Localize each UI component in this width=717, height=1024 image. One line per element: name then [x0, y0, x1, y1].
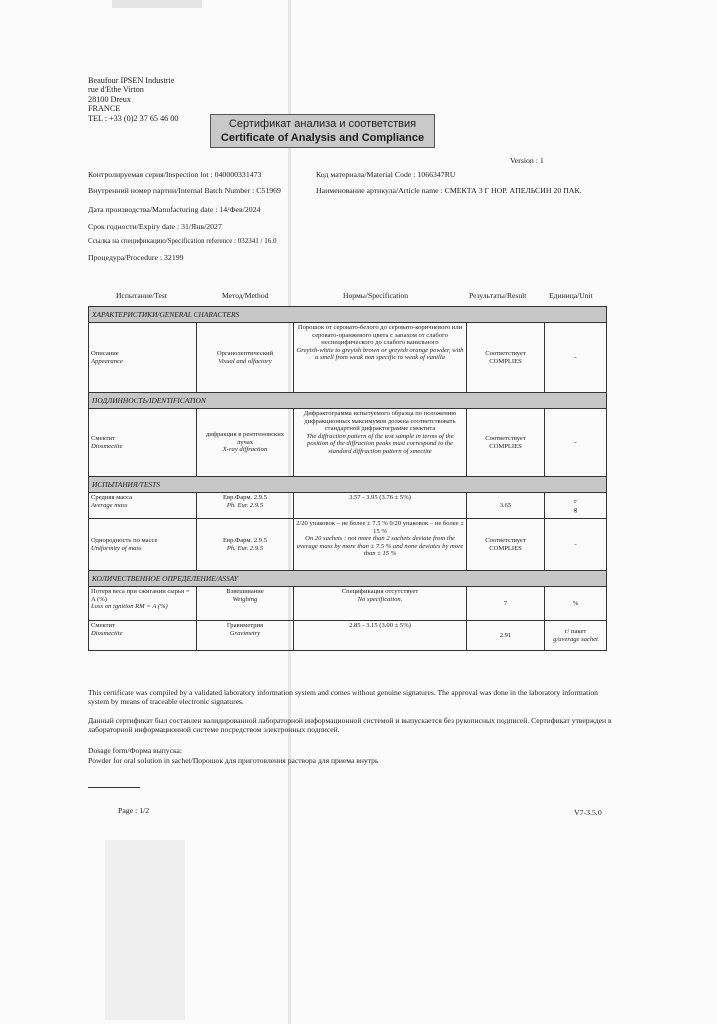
test-en: Average mass: [91, 501, 128, 509]
method-ru: Евр.Фарм. 2.9.5: [222, 494, 268, 501]
version: Version : 1: [510, 156, 544, 165]
header-method: Метод/Method: [222, 291, 269, 300]
spec-en: The diffraction pattern of the test sample in terms of the position of the diffraction peaks must correspond to the standard diffraction pattern of smectite: [306, 432, 454, 455]
unit-1: г/ пакет: [564, 627, 587, 635]
company-line: Beaufour IPSEN Industrie: [88, 76, 175, 85]
scan-artifact-bottom: [105, 840, 185, 1020]
section-title: ИСПЫТАНИЯ/TESTS: [89, 477, 607, 493]
results-table: [88, 306, 607, 651]
test-cell: [89, 493, 197, 519]
unit-cell: -: [545, 323, 607, 393]
method-cell: [197, 493, 294, 519]
test-ru: Смектит: [91, 434, 115, 442]
result-ru: Соответствует: [485, 349, 526, 357]
method-cell: [197, 587, 294, 621]
method-en: Visual and olfactory: [218, 357, 272, 365]
header-test: Испытание/Test: [116, 291, 167, 300]
unit-cell: -: [545, 519, 607, 571]
spec-cell: [294, 323, 467, 393]
unit-cell: -: [545, 409, 607, 477]
company-address: [88, 76, 179, 123]
result-cell: [467, 323, 545, 393]
method-en: Ph. Eur. 2.9.5: [226, 544, 264, 552]
test-en: Loss on ignition RM = A (%): [91, 603, 168, 611]
table-row: [89, 587, 607, 621]
section-assay: [89, 571, 607, 587]
test-ru: Однородность по массе: [91, 536, 158, 544]
unit-cell: %: [545, 587, 607, 621]
spec-en: Greyish-white to greyish brown or greyish orange powder, with a smell from weak non specific to weak of vanilla: [296, 346, 464, 362]
unit-2: g: [573, 505, 578, 513]
spec-ru: Порошок от серовато-белого до серовато-коричневого или серовато-оранжевого цвета с запахом от слабого неспецифического до слабого ванильного: [297, 324, 463, 347]
section-title: ХАРАКТЕРИСТИКИ/GENERAL CHARACTERS: [89, 307, 607, 323]
spec-cell: [294, 409, 467, 477]
company-line: rue d'Ethe Virton: [88, 85, 144, 95]
table-row: [89, 519, 607, 571]
method-en: X-ray diffraction: [222, 446, 268, 454]
result-en: COMPLIES: [489, 544, 522, 552]
method-ru: Евр.Фарм. 2.9.5: [222, 536, 268, 544]
method-cell: [197, 409, 294, 477]
title-en: Certificate of Analysis and Compliance: [220, 132, 425, 144]
result-cell: 3.65: [467, 493, 545, 519]
table-row: [89, 409, 607, 477]
result-cell: 7: [467, 587, 545, 621]
header-unit: Единица/Unit: [549, 291, 593, 300]
section-general: [89, 307, 607, 323]
spec-en: On 20 sachets : not more than 2 sachets deviate from the average mass by more than ± 7.5 % and none deviates by more than ± 15 %: [296, 535, 464, 558]
test-en: Uniformity of mass: [91, 544, 142, 552]
unit-cell: [545, 621, 607, 651]
result-ru: Соответствует: [485, 434, 526, 442]
method-ru: Взвешивание: [226, 588, 264, 595]
spec-ru: 2/20 упаковок – не более ± 7.5 % 0/20 упаковок – не более ± 15 %: [296, 520, 464, 535]
inspection-lot: Контролируемая серия/Inspection lot : 040000331473: [88, 170, 262, 179]
method-cell: [197, 519, 294, 571]
result-ru: Соответствует: [485, 536, 526, 544]
spec-en: No specification.: [357, 595, 403, 603]
table-row: [89, 323, 607, 393]
test-ru: Потеря веса при сжигании сырья = A (%): [91, 588, 190, 603]
method-ru: Органолептический: [216, 349, 274, 357]
header-spec: Нормы/Specification: [343, 291, 409, 300]
company-line: FRANCE: [88, 104, 121, 114]
result-cell: [467, 519, 545, 571]
procedure: Процедура/Procedure : 32199: [88, 253, 184, 262]
dosage-label: Dosage form/Форма выпуска:: [88, 746, 183, 755]
method-cell: [197, 323, 294, 393]
page-number: Page : 1/2: [118, 806, 150, 815]
method-ru: дифракция в рентгеновских лучах: [205, 431, 285, 446]
spec-cell: 3.57 - 3.95 (3.76 ± 5%): [294, 493, 467, 519]
method-cell: [197, 621, 294, 651]
test-cell: [89, 621, 197, 651]
section-identification: [89, 393, 607, 409]
note-en: This certificate was compiled by a validated laboratory information system and comes without genuine signatures. The approval was done in the laboratory information system by means of traceable electronic signatures.: [88, 688, 598, 707]
test-cell: [89, 587, 197, 621]
test-ru: Смектит: [91, 622, 115, 629]
company-line: 28100 Dreux: [88, 94, 131, 104]
test-cell: [89, 409, 197, 477]
dosage-value: Powder for oral solution in sachet/Порошок для приготовления раствора для приема внутрь: [88, 756, 379, 765]
manufacturing-date: Дата производства/Manufacturing date : 14/Фев/2024: [88, 205, 261, 214]
company-line: TEL : +33 (0)2 37 65 46 00: [88, 113, 179, 123]
result-cell: 2.91: [467, 621, 545, 651]
test-en: Diosmectite: [91, 442, 123, 450]
certificate-title: [210, 114, 435, 148]
table-row: [89, 621, 607, 651]
method-en: Ph. Eur. 2.9.5: [226, 501, 264, 509]
section-tests: [89, 477, 607, 493]
result-en: COMPLIES: [489, 357, 522, 365]
header-result: Результаты/Result: [469, 291, 527, 300]
test-en: Diosmectite: [91, 629, 123, 637]
test-ru: Средняя масса: [91, 494, 133, 501]
spec-cell: [294, 519, 467, 571]
unit-1: г: [574, 497, 577, 505]
article-name: Наименование артикула/Article name : СМЕКТА 3 Г НОР. АПЕЛЬСИН 20 ПАК.: [316, 186, 582, 195]
test-ru: Описание: [91, 349, 119, 357]
result-en: COMPLIES: [489, 442, 522, 450]
unit-2: g/average sachet: [553, 635, 598, 643]
section-title: ПОДЛИННОСТЬ/IDENTIFICATION: [89, 393, 607, 409]
test-cell: [89, 519, 197, 571]
spec-cell: 2.85 - 3.15 (3.00 ± 5%): [294, 621, 467, 651]
spec-reference: Ссылка на спецификацию/Specification reference : 032341 / 16.0: [88, 237, 277, 245]
title-ru: Сертификат анализа и соответствия: [228, 118, 417, 130]
material-code: Код материала/Material Code : 1066347RU: [316, 170, 456, 179]
spec-cell: [294, 587, 467, 621]
spec-ru: Дифрактограмма испытуемого образца по положению дифракционных максимумов должна соответствовать стандартной дифрактограмме смектита: [303, 410, 457, 433]
method-en: Gravimetry: [229, 629, 261, 637]
test-cell: [89, 323, 197, 393]
test-en: Appearance: [91, 357, 123, 365]
note-ru: Данный сертификат был составлен валидированной лабораторной информационной системой и выпускается без рукописных подписей. Сертификат утвержден в лабораторной информационной системе посредством электронных подписей.: [88, 716, 612, 735]
spec-ru: Спецификация отсутствует: [341, 588, 419, 595]
result-cell: [467, 409, 545, 477]
section-title: КОЛИЧЕСТВЕННОЕ ОПРЕДЕЛЕНИЕ/ASSAY: [89, 571, 607, 587]
unit-cell: [545, 493, 607, 519]
expiry-date: Срок годности/Expiry date : 31/Янв/2027: [88, 222, 222, 231]
method-en: Weighing: [232, 595, 258, 603]
method-ru: Гравиметрия: [226, 622, 264, 629]
scan-artifact-top: [112, 0, 202, 8]
internal-batch: Внутренний номер партии/Internal Batch Number : C51969: [88, 186, 281, 195]
divider: [88, 787, 140, 788]
doc-version: V7-3.5.0: [574, 808, 602, 817]
table-row: [89, 493, 607, 519]
